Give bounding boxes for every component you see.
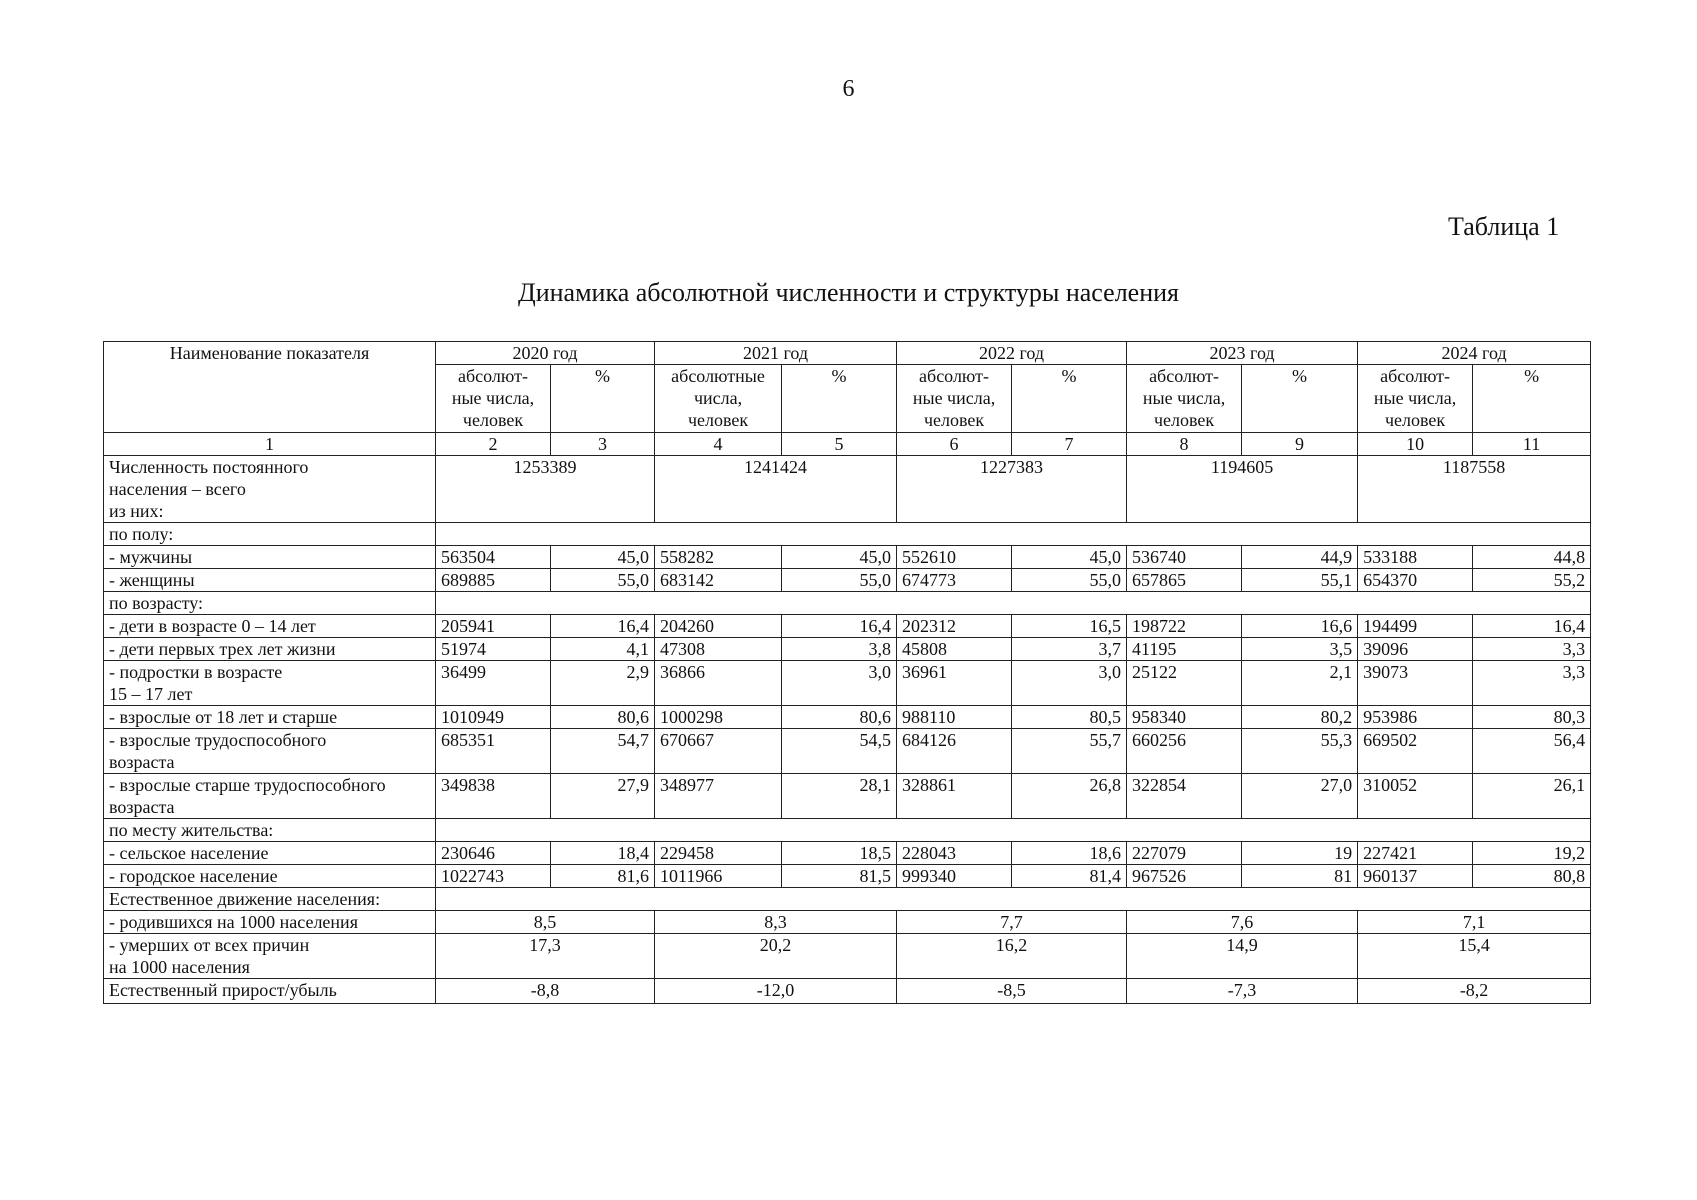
year-value: 1241424	[655, 456, 897, 523]
column-number: 2	[436, 433, 551, 456]
section-label: по возрасту:	[104, 592, 436, 615]
empty-cell	[436, 819, 1591, 842]
absolute-value: 683142	[655, 569, 782, 592]
year-value: 7,7	[897, 911, 1127, 934]
row-total	[104, 456, 1591, 523]
row-label: Численность постоянного населения – всего из них:	[104, 456, 436, 523]
absolute-value: 310052	[1358, 774, 1473, 819]
year-value: 16,2	[897, 934, 1127, 979]
year-value: 8,3	[655, 911, 897, 934]
absolute-value: 988110	[897, 706, 1012, 729]
percent-value: 28,1	[782, 774, 897, 819]
section-by_age	[104, 592, 1591, 615]
header-pct-label: %	[1242, 365, 1358, 433]
section-label: по месту жительства:	[104, 819, 436, 842]
percent-value: 45,0	[551, 546, 655, 569]
percent-value: 27,9	[551, 774, 655, 819]
percent-value: 26,1	[1473, 774, 1591, 819]
absolute-value: 194499	[1358, 615, 1473, 638]
absolute-value: 558282	[655, 546, 782, 569]
document-title: Динамика абсолютной численности и структуры населения	[517, 278, 1180, 307]
absolute-value: 669502	[1358, 729, 1473, 774]
absolute-value: 967526	[1127, 865, 1242, 888]
column-number: 9	[1242, 433, 1358, 456]
absolute-value: 1000298	[655, 706, 782, 729]
row-label: Естественный прирост/убыль	[104, 979, 436, 1004]
percent-value: 3,0	[782, 661, 897, 706]
row-label: - дети первых трех лет жизни	[104, 638, 436, 661]
row-label: - взрослые от 18 лет и старше	[104, 706, 436, 729]
header-indicator: Наименование показателя	[104, 342, 436, 433]
row-label: - умерших от всех причин на 1000 населения	[104, 934, 436, 979]
row-label: - взрослые трудоспособного возраста	[104, 729, 436, 774]
row-label: - родившихся на 1000 населения	[104, 911, 436, 934]
percent-value: 4,1	[551, 638, 655, 661]
header-abs-label: абсолют- ные числа, человек	[897, 365, 1012, 433]
percent-value: 3,3	[1473, 638, 1591, 661]
percent-value: 81,6	[551, 865, 655, 888]
column-number: 4	[655, 433, 782, 456]
column-number: 1	[104, 433, 436, 456]
percent-value: 19	[1242, 842, 1358, 865]
percent-value: 3,3	[1473, 661, 1591, 706]
percent-value: 80,8	[1473, 865, 1591, 888]
percent-value: 55,3	[1242, 729, 1358, 774]
percent-value: 55,0	[551, 569, 655, 592]
percent-value: 55,0	[1012, 569, 1127, 592]
year-value: -8,2	[1358, 979, 1591, 1004]
header-pct-label: %	[782, 365, 897, 433]
section-label: Естественное движение населения:	[104, 888, 436, 911]
percent-value: 18,6	[1012, 842, 1127, 865]
header-year: 2021 год	[655, 342, 897, 365]
row-teens	[104, 661, 1591, 706]
percent-value: 55,1	[1242, 569, 1358, 592]
header-year: 2020 год	[436, 342, 655, 365]
percent-value: 55,7	[1012, 729, 1127, 774]
absolute-value: 36866	[655, 661, 782, 706]
year-value: 1187558	[1358, 456, 1591, 523]
absolute-value: 227421	[1358, 842, 1473, 865]
percent-value: 80,2	[1242, 706, 1358, 729]
year-value: 20,2	[655, 934, 897, 979]
percent-value: 3,0	[1012, 661, 1127, 706]
row-women	[104, 569, 1591, 592]
percent-value: 27,0	[1242, 774, 1358, 819]
absolute-value: 685351	[436, 729, 551, 774]
column-number: 10	[1358, 433, 1473, 456]
absolute-value: 533188	[1358, 546, 1473, 569]
percent-value: 18,4	[551, 842, 655, 865]
header-pct-label: %	[1012, 365, 1127, 433]
percent-value: 2,9	[551, 661, 655, 706]
row-label: - подростки в возрасте 15 – 17 лет	[104, 661, 436, 706]
row-label: - взрослые старше трудоспособного возраста	[104, 774, 436, 819]
year-value: 1227383	[897, 456, 1127, 523]
row-adults_working	[104, 729, 1591, 774]
absolute-value: 229458	[655, 842, 782, 865]
percent-value: 45,0	[1012, 546, 1127, 569]
section-label: по полу:	[104, 523, 436, 546]
row-children_first3	[104, 638, 1591, 661]
absolute-value: 204260	[655, 615, 782, 638]
header-year: 2022 год	[897, 342, 1127, 365]
section-by_sex	[104, 523, 1591, 546]
absolute-value: 41195	[1127, 638, 1242, 661]
year-value: 1253389	[436, 456, 655, 523]
absolute-value: 198722	[1127, 615, 1242, 638]
percent-value: 55,0	[782, 569, 897, 592]
percent-value: 80,6	[782, 706, 897, 729]
absolute-value: 999340	[897, 865, 1012, 888]
header-abs-label: абсолют- ные числа, человек	[1358, 365, 1473, 433]
percent-value: 56,4	[1473, 729, 1591, 774]
absolute-value: 689885	[436, 569, 551, 592]
year-value: 1194605	[1127, 456, 1358, 523]
year-value: -8,5	[897, 979, 1127, 1004]
percent-value: 80,3	[1473, 706, 1591, 729]
absolute-value: 47308	[655, 638, 782, 661]
year-value: 7,6	[1127, 911, 1358, 934]
absolute-value: 227079	[1127, 842, 1242, 865]
column-number: 3	[551, 433, 655, 456]
header-abs-label: абсолют- ные числа, человек	[1127, 365, 1242, 433]
header-row-col-numbers	[104, 433, 1591, 456]
year-value: 17,3	[436, 934, 655, 979]
row-children_0_14	[104, 615, 1591, 638]
absolute-value: 1010949	[436, 706, 551, 729]
header-pct-label: %	[551, 365, 655, 433]
absolute-value: 563504	[436, 546, 551, 569]
row-adults_older	[104, 774, 1591, 819]
percent-value: 81,4	[1012, 865, 1127, 888]
absolute-value: 958340	[1127, 706, 1242, 729]
row-label: - женщины	[104, 569, 436, 592]
header-abs-label: абсолютные числа, человек	[655, 365, 782, 433]
absolute-value: 322854	[1127, 774, 1242, 819]
header-row-years	[104, 342, 1591, 365]
absolute-value: 349838	[436, 774, 551, 819]
absolute-value: 202312	[897, 615, 1012, 638]
absolute-value: 36499	[436, 661, 551, 706]
header-pct-label: %	[1473, 365, 1591, 433]
table-label: Таблица 1	[1448, 212, 1560, 241]
percent-value: 16,4	[1473, 615, 1591, 638]
percent-value: 81	[1242, 865, 1358, 888]
year-value: -7,3	[1127, 979, 1358, 1004]
percent-value: 16,5	[1012, 615, 1127, 638]
percent-value: 3,7	[1012, 638, 1127, 661]
page-number: 6	[842, 76, 855, 102]
absolute-value: 1022743	[436, 865, 551, 888]
row-natural_growth	[104, 979, 1591, 1004]
percent-value: 2,1	[1242, 661, 1358, 706]
column-number: 11	[1473, 433, 1591, 456]
percent-value: 16,4	[551, 615, 655, 638]
absolute-value: 960137	[1358, 865, 1473, 888]
year-value: -12,0	[655, 979, 897, 1004]
absolute-value: 328861	[897, 774, 1012, 819]
empty-cell	[436, 523, 1591, 546]
row-label: - городское население	[104, 865, 436, 888]
percent-value: 16,6	[1242, 615, 1358, 638]
row-label: - мужчины	[104, 546, 436, 569]
absolute-value: 25122	[1127, 661, 1242, 706]
row-label: - сельское население	[104, 842, 436, 865]
absolute-value: 654370	[1358, 569, 1473, 592]
percent-value: 81,5	[782, 865, 897, 888]
row-deaths	[104, 934, 1591, 979]
row-rural	[104, 842, 1591, 865]
absolute-value: 230646	[436, 842, 551, 865]
row-urban	[104, 865, 1591, 888]
percent-value: 18,5	[782, 842, 897, 865]
absolute-value: 1011966	[655, 865, 782, 888]
column-number: 8	[1127, 433, 1242, 456]
absolute-value: 228043	[897, 842, 1012, 865]
row-adults_18	[104, 706, 1591, 729]
percent-value: 26,8	[1012, 774, 1127, 819]
percent-value: 54,7	[551, 729, 655, 774]
absolute-value: 657865	[1127, 569, 1242, 592]
absolute-value: 51974	[436, 638, 551, 661]
empty-cell	[436, 888, 1591, 911]
year-value: 7,1	[1358, 911, 1591, 934]
absolute-value: 39096	[1358, 638, 1473, 661]
year-value: -8,8	[436, 979, 655, 1004]
percent-value: 44,9	[1242, 546, 1358, 569]
absolute-value: 45808	[897, 638, 1012, 661]
column-number: 7	[1012, 433, 1127, 456]
absolute-value: 36961	[897, 661, 1012, 706]
percent-value: 19,2	[1473, 842, 1591, 865]
header-abs-label: абсолют- ные числа, человек	[436, 365, 551, 433]
population-table	[103, 341, 1591, 1004]
section-natural_movement	[104, 888, 1591, 911]
absolute-value: 39073	[1358, 661, 1473, 706]
row-births	[104, 911, 1591, 934]
percent-value: 44,8	[1473, 546, 1591, 569]
percent-value: 3,5	[1242, 638, 1358, 661]
absolute-value: 953986	[1358, 706, 1473, 729]
percent-value: 3,8	[782, 638, 897, 661]
year-value: 15,4	[1358, 934, 1591, 979]
column-number: 6	[897, 433, 1012, 456]
percent-value: 54,5	[782, 729, 897, 774]
row-men	[104, 546, 1591, 569]
row-label: - дети в возрасте 0 – 14 лет	[104, 615, 436, 638]
absolute-value: 660256	[1127, 729, 1242, 774]
section-by_residence	[104, 819, 1591, 842]
absolute-value: 670667	[655, 729, 782, 774]
empty-cell	[436, 592, 1591, 615]
percent-value: 80,6	[551, 706, 655, 729]
percent-value: 55,2	[1473, 569, 1591, 592]
header-year: 2023 год	[1127, 342, 1358, 365]
absolute-value: 674773	[897, 569, 1012, 592]
column-number: 5	[782, 433, 897, 456]
absolute-value: 536740	[1127, 546, 1242, 569]
absolute-value: 552610	[897, 546, 1012, 569]
absolute-value: 348977	[655, 774, 782, 819]
percent-value: 80,5	[1012, 706, 1127, 729]
year-value: 14,9	[1127, 934, 1358, 979]
percent-value: 16,4	[782, 615, 897, 638]
absolute-value: 205941	[436, 615, 551, 638]
absolute-value: 684126	[897, 729, 1012, 774]
year-value: 8,5	[436, 911, 655, 934]
percent-value: 45,0	[782, 546, 897, 569]
header-year: 2024 год	[1358, 342, 1591, 365]
